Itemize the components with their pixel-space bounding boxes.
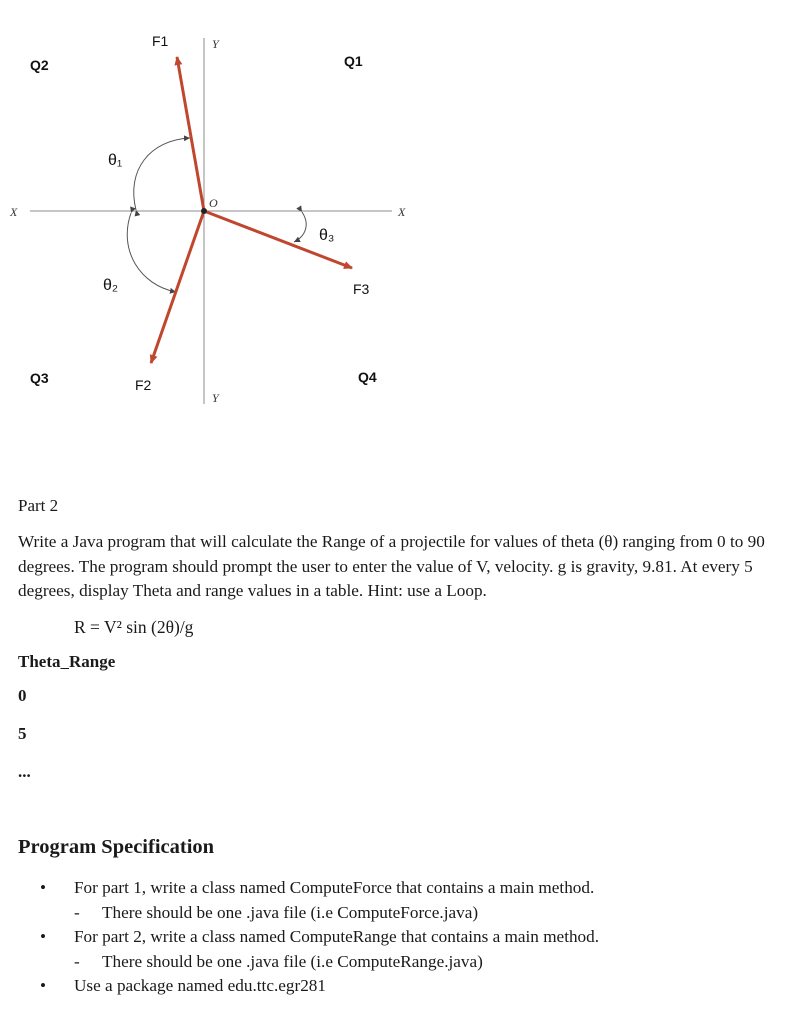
x-label-left: X [10, 205, 18, 219]
part2-description: Write a Java program that will calculate the Range of a projectile for values of theta (θ) ranging from 0 to 90 degrees. The program should prompt the user to enter the value of V, velocity. g is gravity, 9.81. At every 5 degrees, display Theta and range values in a table. Hint: use a Loop. [18, 532, 765, 600]
list-item-text: For part 2, write a class named ComputeRange that contains a main method. [74, 927, 600, 946]
theta1-label: θ₁ [108, 152, 123, 169]
f2-vector [151, 211, 204, 363]
list-item [40, 974, 780, 999]
y-label-top: Y [212, 37, 219, 51]
table-row-value: 5 [18, 724, 27, 743]
table-header [18, 652, 115, 672]
table-row-value: 0 [18, 686, 27, 705]
list-subitem [40, 901, 780, 926]
q1-label: Q1 [344, 53, 363, 69]
list-subitem-text: There should be one .java file (i.e ComputeForce.java) [102, 902, 479, 922]
y-label-bottom: Y [212, 391, 219, 405]
list-item-text: Use a package named edu.ttc.egr281 [74, 976, 326, 995]
list-subitem [40, 950, 780, 975]
f1-label: F1 [152, 33, 169, 49]
list-item [40, 876, 780, 901]
f3-label: F3 [353, 281, 370, 297]
header-range: Range [69, 652, 116, 671]
list-subitem-text: There should be one .java file (i.e ComputeRange.java) [102, 951, 483, 971]
spec-title: Program Specification [18, 836, 215, 858]
theta1-arc [134, 138, 190, 210]
dash-icon: - [74, 951, 80, 971]
table-row-ellipsis: ... [18, 762, 31, 781]
origin-label: O [209, 196, 218, 210]
origin-point [201, 208, 207, 214]
theta3-arc [294, 212, 306, 242]
range-formula: R = V² sin (2θ)/g [74, 617, 194, 637]
force-diagram [0, 0, 787, 470]
bullet-dot-icon: • [40, 878, 47, 897]
theta2-label: θ₂ [103, 277, 119, 294]
dash-icon: - [74, 902, 80, 922]
q3-label: Q3 [30, 370, 49, 386]
list-item-text: For part 1, write a class named ComputeForce that contains a main method. [74, 878, 595, 897]
spec-list [40, 876, 780, 999]
part2-title: Part 2 [18, 496, 59, 515]
f1-vector [177, 57, 204, 211]
q4-label: Q4 [358, 369, 377, 385]
bullet-dot-icon: • [40, 927, 47, 946]
header-theta: Theta [18, 652, 61, 671]
list-item [40, 925, 780, 950]
f2-label: F2 [135, 377, 152, 393]
x-label-right: X [398, 205, 406, 219]
theta3-label: θ₃ [319, 227, 335, 244]
theta2-arc [127, 213, 176, 292]
bullet-dot-icon: • [40, 976, 47, 995]
q2-label: Q2 [30, 57, 49, 73]
